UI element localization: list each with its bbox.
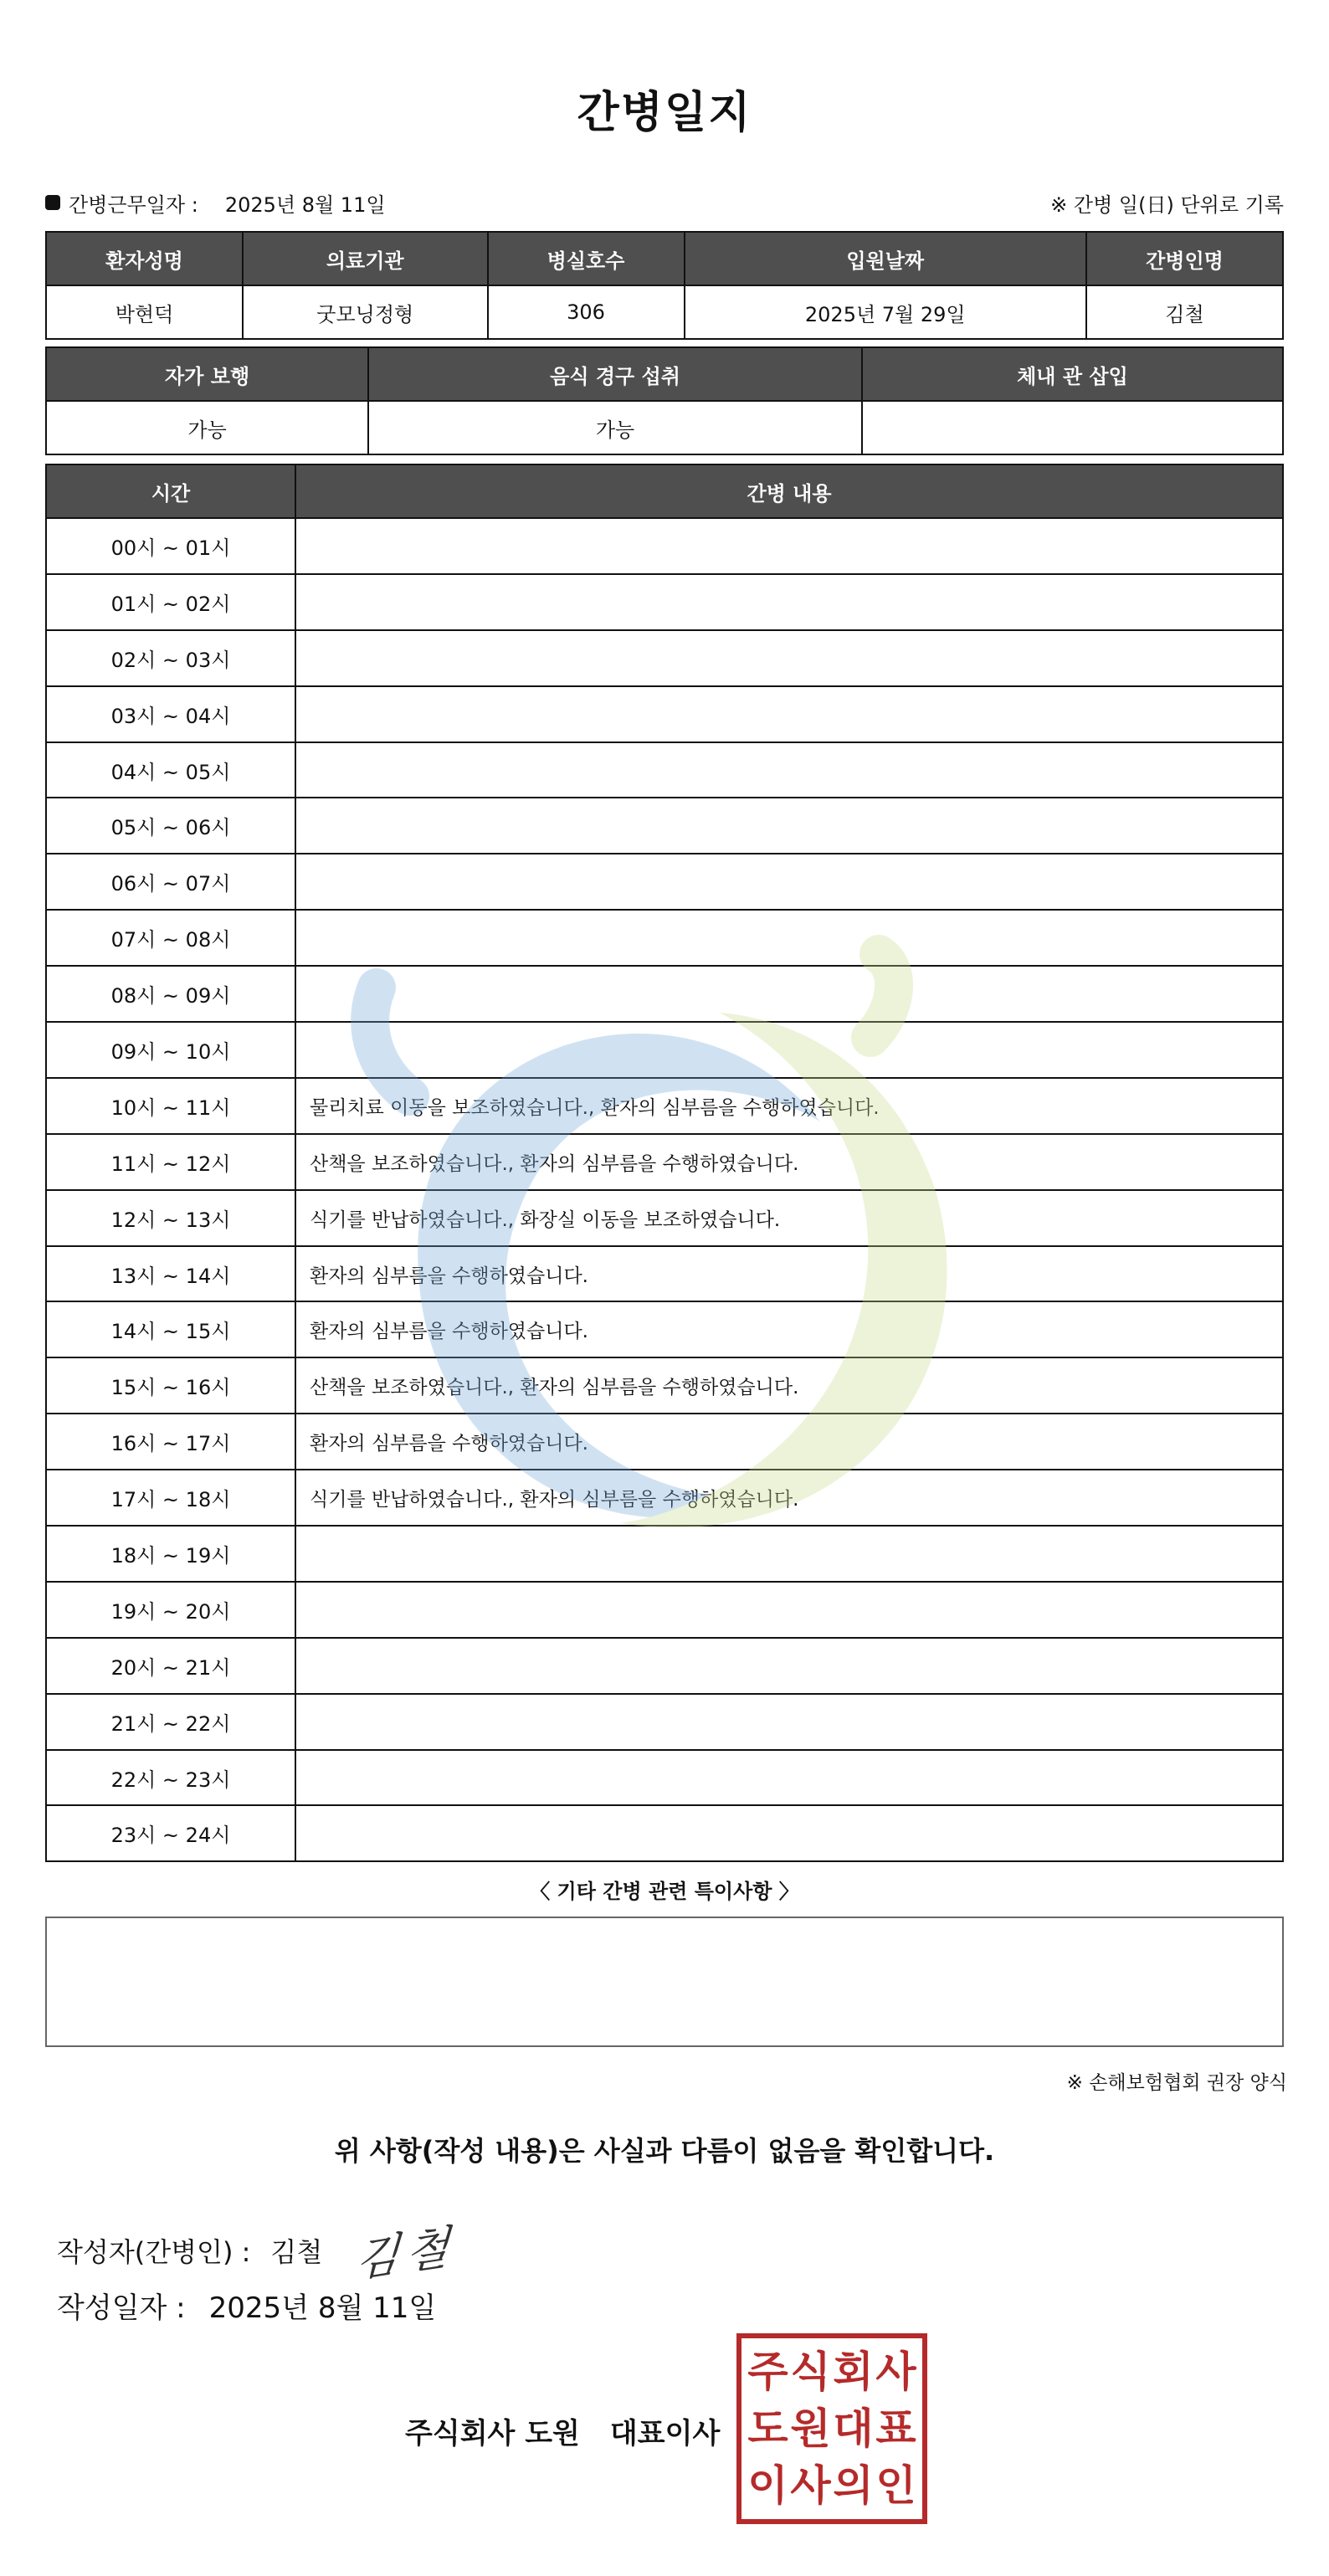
bullet-icon <box>45 195 60 210</box>
care-content: 환자의 심부름을 수행하였습니다. <box>295 1414 1283 1470</box>
header-cell: 병실호수 <box>488 232 685 285</box>
table-row <box>46 1805 1283 1861</box>
table-row <box>46 1414 1283 1470</box>
time-slot: 01시 ~ 02시 <box>46 574 295 630</box>
care-content: 산책을 보조하였습니다., 환자의 심부름을 수행하였습니다. <box>295 1134 1283 1190</box>
table-row <box>46 1470 1283 1526</box>
log-body <box>46 518 1283 1861</box>
seal-char: 회 <box>833 2348 874 2396</box>
room-number: 306 <box>488 285 685 339</box>
time-slot: 21시 ~ 22시 <box>46 1694 295 1750</box>
time-slot: 23시 ~ 24시 <box>46 1805 295 1861</box>
table-row <box>46 285 1283 339</box>
header-cell: 환자성명 <box>46 232 243 285</box>
header-cell: 음식 경구 섭취 <box>368 347 862 401</box>
time-header: 시간 <box>46 464 295 518</box>
seal-char: 식 <box>790 2348 831 2396</box>
work-date <box>45 188 386 218</box>
seal-char: 도 <box>747 2404 788 2453</box>
table-row <box>46 1694 1283 1750</box>
header-row <box>46 464 1283 518</box>
care-content <box>295 630 1283 686</box>
oral-intake: 가능 <box>368 401 862 454</box>
care-content <box>295 910 1283 966</box>
time-slot: 05시 ~ 06시 <box>46 798 295 854</box>
writer-name: 김철 <box>270 2235 323 2268</box>
seal-char: 원 <box>790 2404 831 2453</box>
time-slot: 20시 ~ 21시 <box>46 1638 295 1694</box>
time-slot: 18시 ~ 19시 <box>46 1526 295 1582</box>
care-content <box>295 854 1283 910</box>
care-content: 환자의 심부름을 수행하였습니다. <box>295 1246 1283 1302</box>
seal-char: 이 <box>747 2461 788 2510</box>
caregiver-name: 김철 <box>1086 285 1283 339</box>
care-content <box>295 1750 1283 1806</box>
care-content <box>295 1805 1283 1861</box>
table-row <box>46 1638 1283 1694</box>
work-date-label: 간병근무일자 : <box>69 192 198 217</box>
table-row <box>46 1750 1283 1806</box>
table-row <box>46 966 1283 1022</box>
seal-char: 의 <box>833 2461 874 2510</box>
care-content: 환자의 심부름을 수행하였습니다. <box>295 1301 1283 1357</box>
notes-title: 〈 기타 간병 관련 특이사항 〉 <box>530 1880 799 1903</box>
confirmation-statement: 위 사항(작성 내용)은 사실과 다름이 없음을 확인합니다. <box>334 2135 995 2167</box>
seal-char: 표 <box>875 2404 916 2453</box>
write-date-label: 작성일자 : <box>57 2291 186 2325</box>
table-row <box>46 1078 1283 1134</box>
table-row <box>46 401 1283 454</box>
time-slot: 12시 ~ 13시 <box>46 1190 295 1246</box>
header-cell: 간병인명 <box>1086 232 1283 285</box>
table-row <box>46 854 1283 910</box>
table-row <box>46 574 1283 630</box>
patient-status-table <box>45 346 1284 455</box>
writer-line <box>57 2218 458 2288</box>
care-content: 식기를 반납하였습니다., 화장실 이동을 보조하였습니다. <box>295 1190 1283 1246</box>
time-slot: 08시 ~ 09시 <box>46 966 295 1022</box>
write-date-line <box>57 2285 436 2326</box>
patient-name: 박현덕 <box>46 285 243 339</box>
table-row <box>46 910 1283 966</box>
table-row <box>46 798 1283 854</box>
seal-char: 인 <box>875 2461 916 2510</box>
notes-box <box>45 1917 1284 2047</box>
care-content <box>295 742 1283 798</box>
table-row <box>46 1301 1283 1357</box>
seal-char: 사 <box>790 2461 831 2510</box>
table-row <box>46 1246 1283 1302</box>
time-slot: 07시 ~ 08시 <box>46 910 295 966</box>
header-cell: 의료기관 <box>243 232 487 285</box>
work-date-value: 2025년 8월 11일 <box>224 192 386 217</box>
content-header: 간병 내용 <box>295 464 1283 518</box>
care-content <box>295 1022 1283 1078</box>
self-walking: 가능 <box>46 401 368 454</box>
table-row <box>46 686 1283 742</box>
patient-info-table <box>45 231 1284 340</box>
company-title: 대표이사 <box>609 2417 721 2450</box>
time-slot: 16시 ~ 17시 <box>46 1414 295 1470</box>
company-name: 주식회사 도원 <box>405 2417 580 2450</box>
care-content <box>295 966 1283 1022</box>
care-content: 식기를 반납하였습니다., 환자의 심부름을 수행하였습니다. <box>295 1470 1283 1526</box>
time-slot: 02시 ~ 03시 <box>46 630 295 686</box>
care-content <box>295 686 1283 742</box>
table-row <box>46 1022 1283 1078</box>
care-content <box>295 518 1283 574</box>
recommendation-note: ※ 손해보험협회 권장 양식 <box>1066 2072 1287 2094</box>
time-slot: 14시 ~ 15시 <box>46 1301 295 1357</box>
time-slot: 06시 ~ 07시 <box>46 854 295 910</box>
write-date-value: 2025년 8월 11일 <box>208 2291 437 2325</box>
header-row <box>46 232 1283 285</box>
table-row <box>46 742 1283 798</box>
time-slot: 17시 ~ 18시 <box>46 1470 295 1526</box>
time-slot: 10시 ~ 11시 <box>46 1078 295 1134</box>
meta-row <box>45 187 1284 218</box>
care-content <box>295 574 1283 630</box>
header-row <box>46 347 1283 401</box>
care-content: 산책을 보조하였습니다., 환자의 심부름을 수행하였습니다. <box>295 1357 1283 1414</box>
seal-char: 주 <box>747 2348 788 2396</box>
seal-char: 대 <box>833 2404 874 2453</box>
care-log-table <box>45 464 1284 1862</box>
tube-insertion <box>862 401 1283 454</box>
time-slot: 09시 ~ 10시 <box>46 1022 295 1078</box>
header-cell: 자가 보행 <box>46 347 368 401</box>
time-slot: 15시 ~ 16시 <box>46 1357 295 1414</box>
time-slot: 11시 ~ 12시 <box>46 1134 295 1190</box>
time-slot: 03시 ~ 04시 <box>46 686 295 742</box>
time-slot: 19시 ~ 20시 <box>46 1582 295 1638</box>
institution: 굿모닝정형 <box>243 285 487 339</box>
care-content <box>295 1526 1283 1582</box>
time-slot: 13시 ~ 14시 <box>46 1246 295 1302</box>
table-row <box>46 1134 1283 1190</box>
table-row <box>46 518 1283 574</box>
time-slot: 00시 ~ 01시 <box>46 518 295 574</box>
admission-date: 2025년 7월 29일 <box>685 285 1086 339</box>
table-row <box>46 1190 1283 1246</box>
care-content <box>295 798 1283 854</box>
handwritten-signature: 김철 <box>354 2219 458 2288</box>
company-line <box>405 2410 720 2451</box>
table-row <box>46 1357 1283 1414</box>
writer-label: 작성자(간병인) : <box>57 2235 251 2268</box>
seal-char: 사 <box>875 2348 916 2396</box>
care-content: 물리치료 이동을 보조하였습니다., 환자의 심부름을 수행하였습니다. <box>295 1078 1283 1134</box>
header-cell: 체내 관 삽입 <box>862 347 1283 401</box>
table-row <box>46 630 1283 686</box>
time-slot: 22시 ~ 23시 <box>46 1750 295 1806</box>
document-title: 간병일지 <box>577 88 752 138</box>
table-row <box>46 1526 1283 1582</box>
care-content <box>295 1582 1283 1638</box>
care-content <box>295 1638 1283 1694</box>
care-content <box>295 1694 1283 1750</box>
table-row <box>46 1582 1283 1638</box>
company-seal-stamp <box>736 2333 927 2524</box>
record-unit-note: ※ 간병 일(日) 단위로 기록 <box>1050 192 1284 217</box>
header-cell: 입원날짜 <box>685 232 1086 285</box>
time-slot: 04시 ~ 05시 <box>46 742 295 798</box>
